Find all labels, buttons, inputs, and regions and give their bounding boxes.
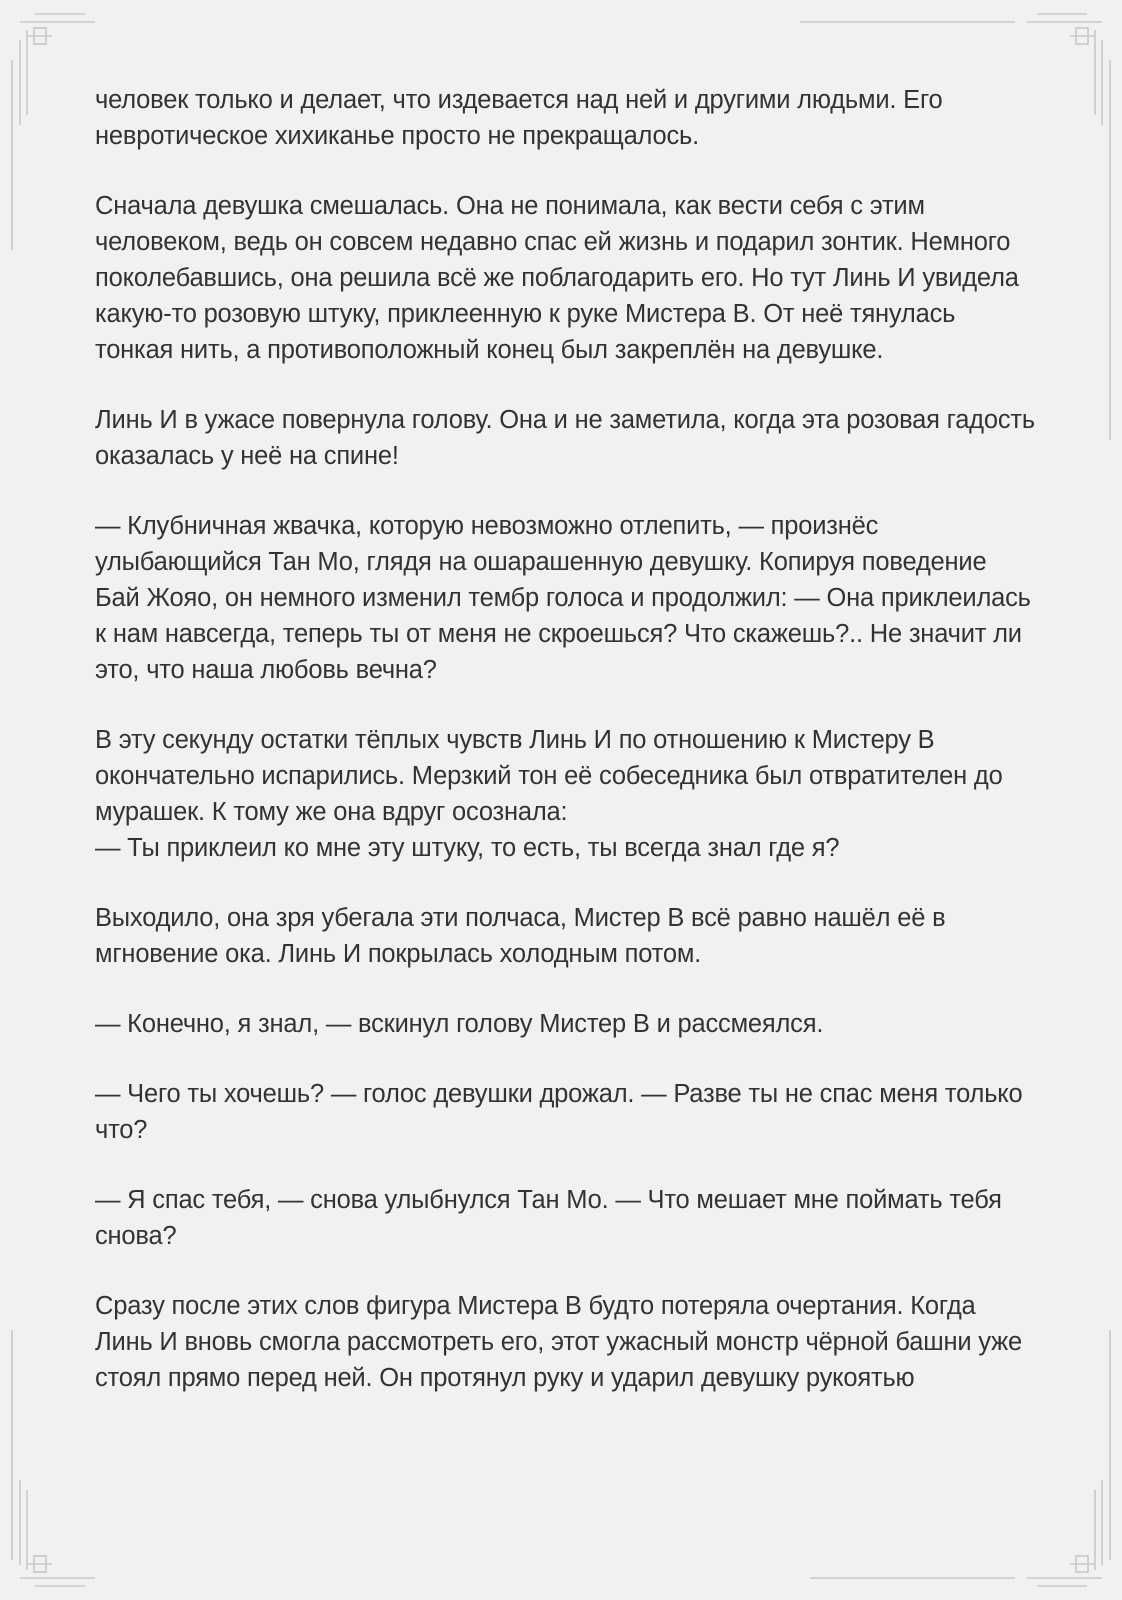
paragraph: — Конечно, я знал, — вскинул голову Мистер В и рассмеялся. <box>95 1010 824 1038</box>
paragraph: — Чего ты хочешь? — голос девушки дрожал. — Разве ты не спас меня только что? <box>95 1080 1023 1144</box>
paragraph: Сначала девушка смешалась. Она не понимала, как вести себя с этим человеком, ведь он совсем недавно спас ей жизнь и подарил зонтик. Немного поколебавшись, она решила всё же поблагодарить его. Но тут Линь И увидела какую-то розовую штуку, приклеенную к руке Мистера В. От неё тянулась тонкая нить, а противоположный конец был закреплён на девушке. <box>95 192 1019 364</box>
paragraph: Выходило, она зря убегала эти полчаса, Мистер В всё равно нашёл её в мгновение ока. Линь И покрылась холодным потом. <box>95 904 946 968</box>
paragraph: — Я спас тебя, — снова улыбнулся Тан Мо. — Что мешает мне поймать тебя снова? <box>95 1186 1002 1250</box>
paragraph: — Клубничная жвачка, которую невозможно отлепить, — произнёс улыбающийся Тан Мо, глядя на ошарашенную девушку. Копируя поведение Бай Жояо, он немного изменил тембр голоса и продолжил: — Она приклеилась к нам навсегда, теперь ты от меня не скроешься? Что скажешь?.. Не значит ли это, что наша любовь вечна? <box>95 512 1031 684</box>
paragraph: Линь И в ужасе повернула голову. Она и не заметила, когда эта розовая гадость оказалась у неё на спине! <box>95 406 1035 470</box>
story-text <box>95 82 1035 1430</box>
paragraph: человек только и делает, что издевается над ней и другими людьми. Его невротическое хихиканье просто не прекращалось. <box>95 86 943 150</box>
paragraph: В эту секунду остатки тёплых чувств Линь И по отношению к Мистеру В окончательно испарились. Мерзкий тон её собеседника был отвратителен до мурашек. К тому же она вдруг осознала: — Ты приклеил ко мне эту штуку, то есть, ты всегда знал где я? <box>95 726 1003 862</box>
paragraph: Сразу после этих слов фигура Мистера В будто потеряла очертания. Когда Линь И вновь смогла рассмотреть его, этот ужасный монстр чёрной башни уже стоял прямо перед ней. Он протянул руку и ударил девушку рукоятью <box>95 1292 1022 1392</box>
corner-ornament-bottom-left <box>12 1330 95 1586</box>
corner-ornament-top-left <box>20 14 95 125</box>
